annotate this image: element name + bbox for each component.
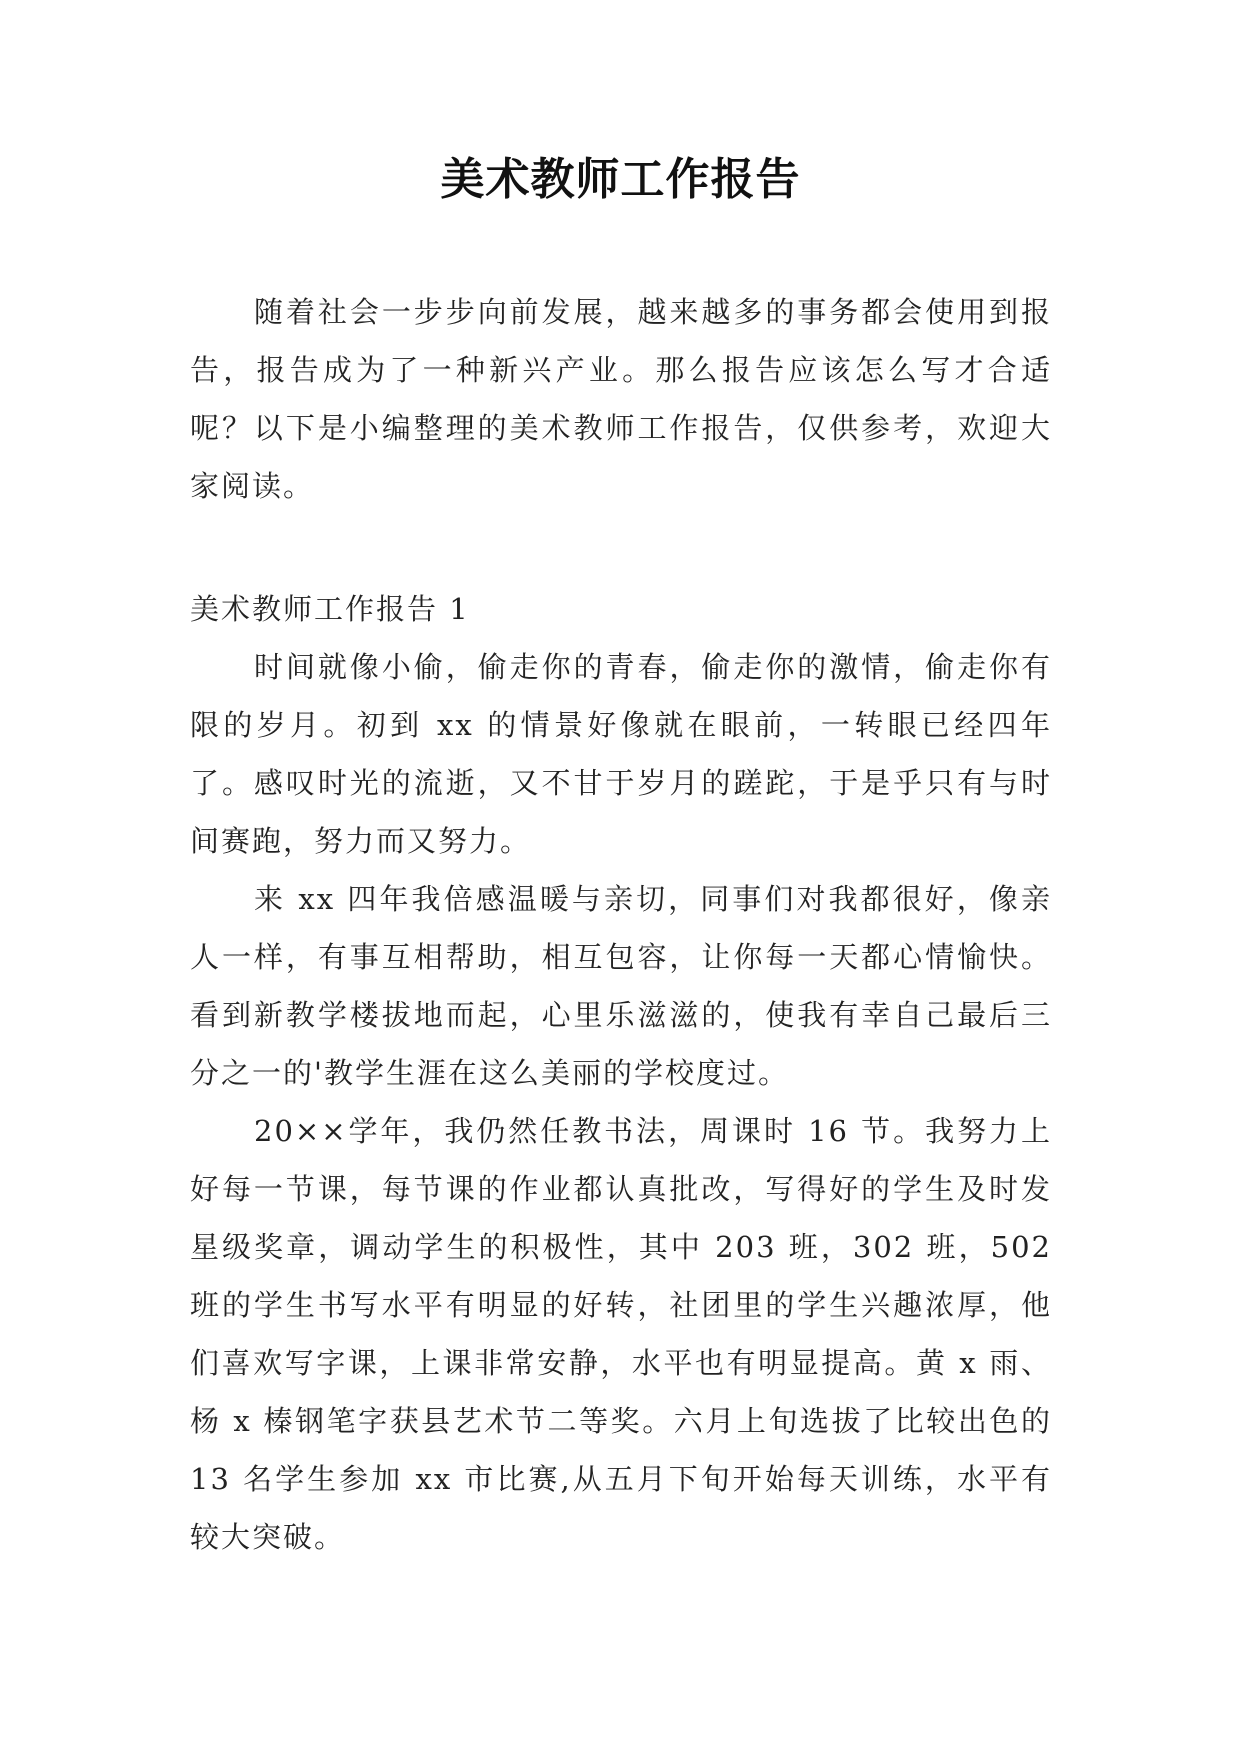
body-paragraph-3: 20××学年，我仍然任教书法，周课时 16 节。我努力上好每一节课，每节课的作业都认真批改，写得好的学生及时发星级奖章，调动学生的积极性，其中 203 班，302 班，502 班的学生书写水平有明显的好转，社团里的学生兴趣浓厚，他们喜欢写字课，上课非常安静，水平也有明显提高。黄 x 雨、杨 x 榛钢笔字获县艺术节二等奖。六月上旬选拔了比较出色的 13 名学生参加 xx 市比赛,从五月下旬开始每天训练，水平有较大突破。 xyxy=(190,1114,1052,1554)
body-paragraph-1: 时间就像小偷，偷走你的青春，偷走你的激情，偷走你有限的岁月。初到 xx 的情景好像就在眼前，一转眼已经四年了。感叹时光的流逝，又不甘于岁月的蹉跎，于是乎只有与时间赛跑，努力而又努力。 xyxy=(190,650,1052,858)
body-paragraph-2: 来 xx 四年我倍感温暖与亲切，同事们对我都很好，像亲人一样，有事互相帮助，相互包容，让你每一天都心情愉快。看到新教学楼拔地而起，心里乐滋滋的，使我有幸自己最后三分之一的'教学生涯在这么美丽的学校度过。 xyxy=(190,882,1052,1090)
document-title: 美术教师工作报告 xyxy=(440,154,801,205)
intro-paragraph: 随着社会一步步向前发展，越来越多的事务都会使用到报告，报告成为了一种新兴产业。那么报告应该怎么写才合适呢？以下是小编整理的美术教师工作报告，仅供参考，欢迎大家阅读。 xyxy=(190,295,1052,503)
section-heading: 美术教师工作报告 1 xyxy=(190,592,470,626)
